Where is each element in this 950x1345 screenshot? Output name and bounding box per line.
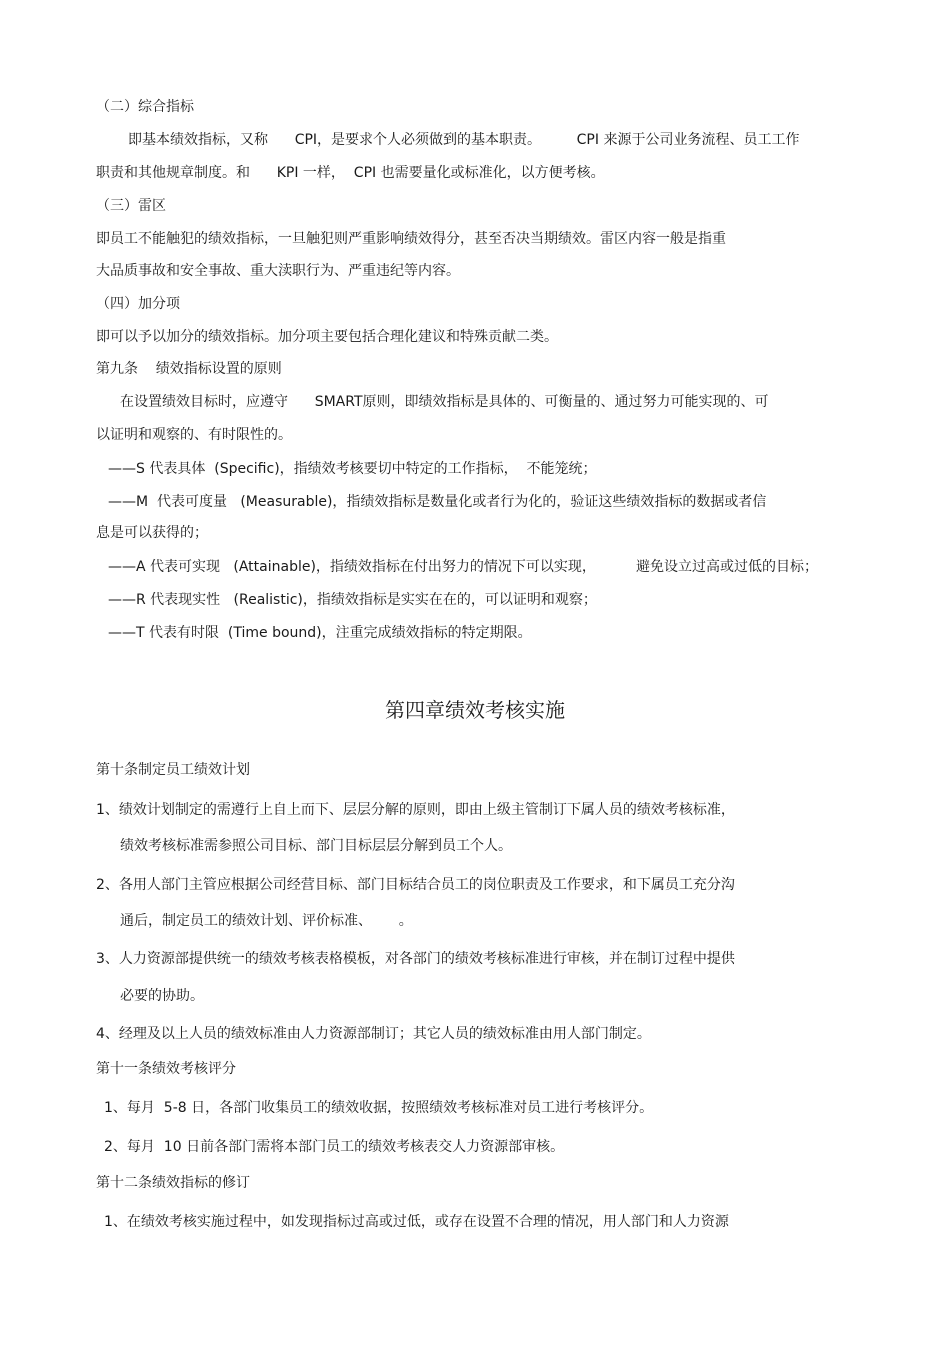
smart-item-a: ——A 代表可实现 (Attainable)，指绩效指标在付出努力的情况下可以实现， 避免设立过高或过低的目标； [108, 559, 818, 575]
smart-item-m: ——M 代表可度量 (Measurable)，指绩效指标是数量化或者行为化的，验证这些绩效指标的数据或者信 [108, 494, 767, 510]
article-heading-9: 第九条 绩效指标设置的原则 [96, 361, 282, 377]
article-heading-12: 第十二条绩效指标的修订 [96, 1175, 250, 1191]
paragraph-line: 大品质事故和安全事故、重大渎职行为、严重违纪等内容。 [96, 263, 460, 279]
paragraph-line: 以证明和观察的、有时限性的。 [96, 427, 292, 443]
paragraph-line: 在设置绩效目标时，应遵守 SMART原则，即绩效指标是具体的、可衡量的、通过努力可能实现的、可 [120, 394, 769, 410]
list-item-continued: 必要的协助。 [120, 988, 204, 1004]
smart-item-s: ——S 代表具体 (Specific)，指绩效考核要切中特定的工作指标， 不能笼统； [108, 461, 597, 477]
list-item: 2、每月 10 日前各部门需将本部门员工的绩效考核表交人力资源部审核。 [104, 1139, 565, 1155]
list-item: 3、人力资源部提供统一的绩效考核表格模板，对各部门的绩效考核标准进行审核，并在制订过程中提供 [96, 951, 735, 967]
smart-item-m-continued: 息是可以获得的； [96, 525, 208, 541]
paragraph-line: 即可以予以加分的绩效指标。加分项主要包括合理化建议和特殊贡献二类。 [96, 329, 558, 345]
paragraph-line: 即员工不能触犯的绩效指标，一旦触犯则严重影响绩效得分，甚至否决当期绩效。雷区内容一般是指重 [96, 231, 726, 247]
article-heading-11: 第十一条绩效考核评分 [96, 1061, 236, 1077]
smart-item-r: ——R 代表现实性 (Realistic)，指绩效指标是实实在在的，可以证明和观察； [108, 592, 597, 608]
list-item-continued: 绩效考核标准需参照公司目标、部门目标层层分解到员工个人。 [120, 838, 512, 854]
paragraph-line: 职责和其他规章制度。和 KPI 一样， CPI 也需要量化或标准化，以方便考核。 [96, 165, 605, 181]
chapter-title: 第四章绩效考核实施 [385, 698, 565, 722]
article-heading-10: 第十条制定员工绩效计划 [96, 762, 250, 778]
list-item: 2、各用人部门主管应根据公司经营目标、部门目标结合员工的岗位职责及工作要求，和下属员工充分沟 [96, 877, 735, 893]
section-heading-composite-indicators: （二）综合指标 [96, 99, 194, 115]
section-heading-minefield: （三）雷区 [96, 198, 166, 214]
list-item: 4、经理及以上人员的绩效标准由人力资源部制订；其它人员的绩效标准由用人部门制定。 [96, 1026, 651, 1042]
paragraph-line: 即基本绩效指标，又称 CPI，是要求个人必须做到的基本职责。 CPI 来源于公司业务流程、员工工作 [128, 132, 800, 148]
section-heading-bonus: （四）加分项 [96, 296, 180, 312]
list-item: 1、绩效计划制定的需遵行上自上而下、层层分解的原则，即由上级主管制订下属人员的绩效考核标准， [96, 802, 735, 818]
smart-item-t: ——T 代表有时限 (Time bound)，注重完成绩效指标的特定期限。 [108, 625, 532, 641]
list-item: 1、在绩效考核实施过程中，如发现指标过高或过低，或存在设置不合理的情况，用人部门和人力资源 [104, 1214, 729, 1230]
list-item: 1、每月 5-8 日，各部门收集员工的绩效收据，按照绩效考核标准对员工进行考核评分。 [104, 1100, 654, 1116]
list-item-continued: 通后，制定员工的绩效计划、评价标准、 。 [120, 913, 413, 929]
